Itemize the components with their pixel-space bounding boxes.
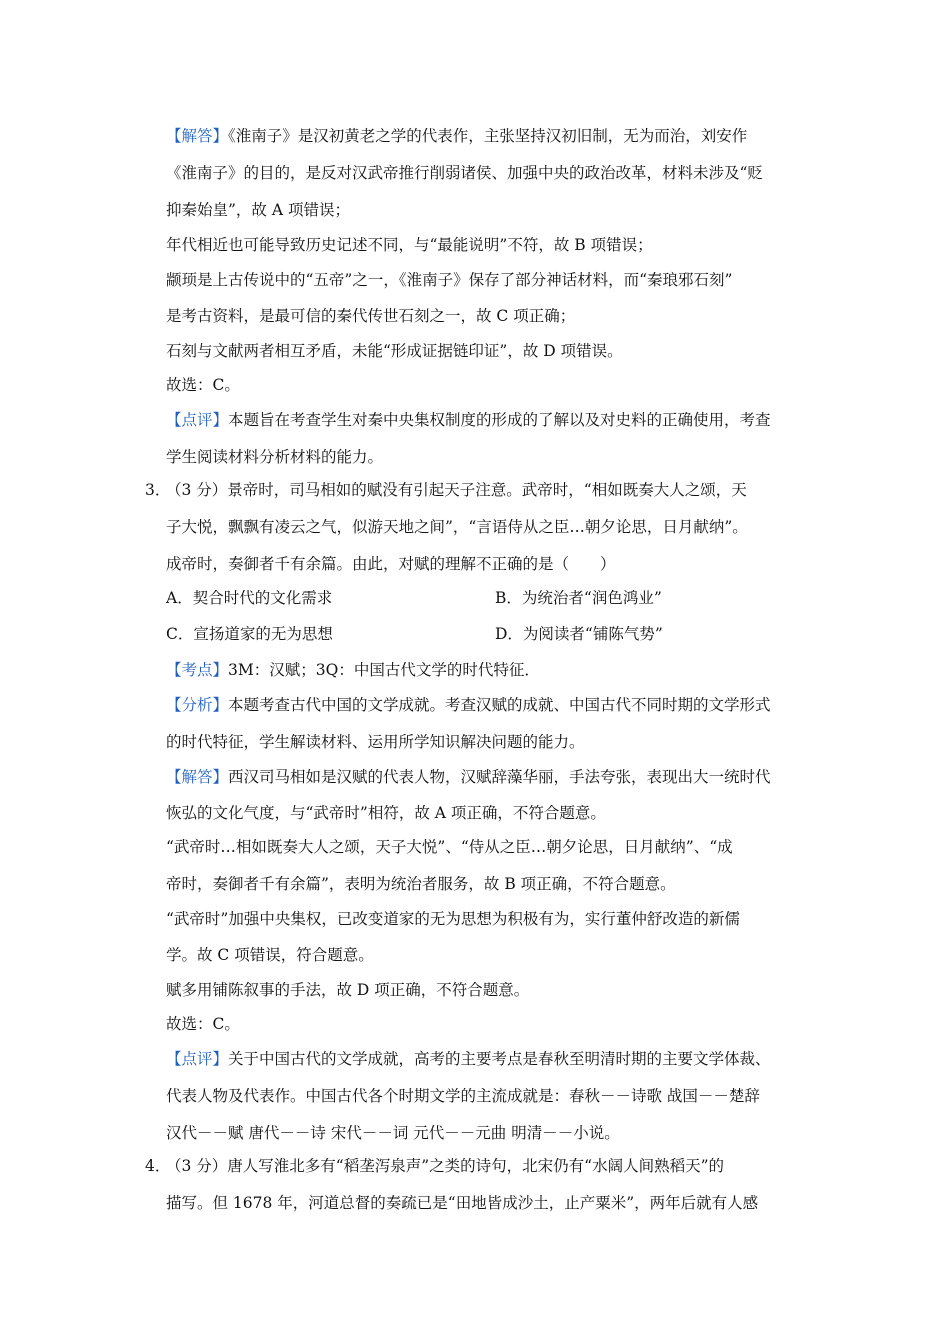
question-number: 4． <box>145 1157 171 1175</box>
question-number: 3． <box>145 481 171 499</box>
answer-line: 故选：C。 <box>166 1015 240 1033</box>
analysis-line: 的时代特征，学生解读材料、运用所学知识解决问题的能力。 <box>166 733 585 751</box>
analysis-tag: 【分析】 <box>166 696 229 714</box>
question-stem-line: 子大悦，飘飘有凌云之气，似游天地之间”，“言语侍从之臣…朝夕论思，日月献纳”。 <box>166 518 748 536</box>
point-tag: 【考点】 <box>166 661 229 679</box>
comment-line: 【点评】关于中国古代的文学成就，高考的主要考点是春秋至明清时期的主要文学体裁、 <box>166 1050 771 1068</box>
comment-line: 学生阅读材料分析材料的能力。 <box>166 448 384 466</box>
comment-line: 汉代－－赋 唐代－－诗 宋代－－词 元代－－元曲 明清－－小说。 <box>166 1124 620 1142</box>
question-stem-line: 成帝时，奏御者千有余篇。由此，对赋的理解不正确的是（ ） <box>166 555 616 573</box>
answer-line: 是考古资料，是最可信的秦代传世石刻之一，故 C 项正确； <box>166 307 576 325</box>
answer-line: 故选：C。 <box>166 376 240 394</box>
answer-tag: 【解答】 <box>166 127 229 145</box>
answer-line: 学。故 C 项错误，符合题意。 <box>166 946 374 964</box>
question-stem-line: 描写。但 1678 年，河道总督的奏疏已是“田地皆成沙土，止产粟米”，两年后就有人感 <box>166 1194 759 1212</box>
answer-line: “武帝时”加强中央集权，已改变道家的无为思想为积极有为，实行董仲舒改造的新儒 <box>166 910 740 928</box>
answer-line: 抑秦始皇”，故 A 项错误； <box>166 201 350 219</box>
option-c: C．宣扬道家的无为思想 <box>166 625 333 643</box>
answer-line: 年代相近也可能导致历史记述不同，与“最能说明”不符，故 B 项错误； <box>166 236 653 254</box>
option-a: A．契合时代的文化需求 <box>166 589 333 607</box>
point-line: 【考点】3M：汉赋；3Q：中国古代文学的时代特征． <box>166 661 540 679</box>
comment-tag: 【点评】 <box>166 1050 229 1068</box>
answer-line: “武帝时…相如既奏大人之颂，天子大悦”、“侍从之臣…朝夕论思，日月献纳”、“成 <box>166 838 733 856</box>
answer-line: 帝时，奏御者千有余篇”，表明为统治者服务，故 B 项正确，不符合题意。 <box>166 875 676 893</box>
answer-line: 《淮南子》的目的，是反对汉武帝推行削弱诸侯、加强中央的政治改革，材料未涉及“贬 <box>166 164 763 182</box>
answer-line: 颛顼是上古传说中的“五帝”之一，《淮南子》保存了部分神话材料，而“秦琅邪石刻” <box>166 271 733 289</box>
answer-line: 【解答】西汉司马相如是汉赋的代表人物，汉赋辞藻华丽，手法夸张，表现出大一统时代 <box>166 768 771 786</box>
comment-line: 【点评】本题旨在考查学生对秦中央集权制度的形成的了解以及对史料的正确使用，考查 <box>166 411 771 429</box>
option-b: B．为统治者“润色鸿业” <box>495 589 662 607</box>
answer-line: 赋多用铺陈叙事的手法，故 D 项正确，不符合题意。 <box>166 981 530 999</box>
answer-line: 石刻与文献两者相互矛盾，未能“形成证据链印证”，故 D 项错误。 <box>166 342 623 360</box>
comment-tag: 【点评】 <box>166 411 229 429</box>
answer-line: 【解答】《淮南子》是汉初黄老之学的代表作，主张坚持汉初旧制，无为而治，刘安作 <box>166 127 748 145</box>
comment-line: 代表人物及代表作。中国古代各个时期文学的主流成就是：春秋－－诗歌 战国－－楚辞 <box>166 1087 760 1105</box>
answer-line: 恢弘的文化气度，与“武帝时”相符，故 A 项正确，不符合题意。 <box>166 804 606 822</box>
question-stem-line: （3 分）景帝时，司马相如的赋没有引起天子注意。武帝时，“相如既奏大人之颂，天 <box>166 481 747 499</box>
question-stem-line: （3 分）唐人写淮北多有“稻垄泻泉声”之类的诗句，北宋仍有“水阔人间熟稻天”的 <box>166 1157 724 1175</box>
answer-tag: 【解答】 <box>166 768 229 786</box>
analysis-line: 【分析】本题考查古代中国的文学成就。考查汉赋的成就、中国古代不同时期的文学形式 <box>166 696 771 714</box>
option-d: D．为阅读者“铺陈气势” <box>495 625 663 643</box>
